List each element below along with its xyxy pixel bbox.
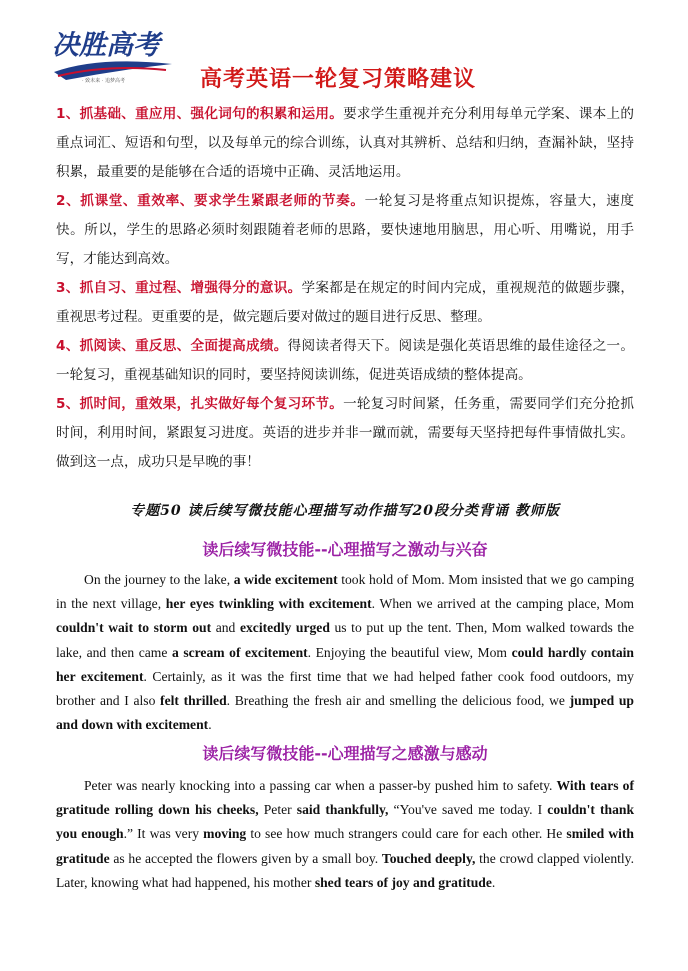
subject-line: 专题50 读后续写微技能心理描写动作描写20段分类背诵 教师版 bbox=[130, 503, 560, 519]
text-run: . Certainly, as it was the first time that we had helped father cook food outdoors, my brother and I also bbox=[56, 668, 634, 709]
text-run: us to put up the tent. Then, Mom walked towards the lake, and then came bbox=[56, 620, 634, 660]
page-title: 高考英语一轮复习策略建议 bbox=[200, 67, 477, 92]
key-phrase: a scream of excitement bbox=[171, 644, 308, 660]
tip-item bbox=[56, 187, 634, 274]
text-run: and bbox=[211, 620, 240, 636]
tip-item bbox=[56, 390, 634, 477]
tip-body: 一轮复习时间紧，任务重，需要同学们充分抢抓时间，利用时间，紧跟复习进度。英语的进步并非一蹴而就，需要每天坚持把每件事情做扎实。做到这一点，成功只是早晚的事！ bbox=[56, 396, 634, 470]
key-phrase: couldn't wait to storm out bbox=[56, 620, 212, 636]
logo-graphic bbox=[48, 20, 178, 84]
tip-item bbox=[56, 274, 634, 332]
logo bbox=[48, 20, 178, 84]
text-run: as he accepted the flowers given by a small boy. bbox=[109, 850, 382, 866]
text-run: . Enjoying the beautiful view, Mom bbox=[307, 644, 512, 660]
logo-text: 决胜高考 bbox=[52, 30, 160, 61]
tips-list bbox=[56, 100, 634, 477]
tip-highlight: 2、抓课堂、重效率、要求学生紧跟老师的节奏。 bbox=[56, 193, 365, 209]
text-run: Peter was nearly knocking into a passing car when a passer-by pushed him to safety. bbox=[84, 778, 557, 793]
text-run: . Breathing the fresh air and smelling the delicious food, we bbox=[226, 693, 570, 709]
logo-small-text: · 致未来 · 追梦高考 bbox=[82, 78, 125, 84]
section-title-gratitude: 读后续写微技能--心理描写之感激与感动 bbox=[202, 744, 488, 763]
key-phrase: moving bbox=[203, 826, 247, 842]
text-run: . bbox=[208, 717, 212, 733]
text-run: “You've saved me today. I bbox=[388, 802, 548, 818]
section-body-excitement bbox=[56, 568, 634, 737]
section-body-gratitude bbox=[56, 774, 634, 895]
text-run: the crowd clapped violently. Later, knowing what had happened, his mother bbox=[56, 850, 634, 890]
key-phrase: could hardly contain her excitement bbox=[56, 644, 634, 684]
text-run: Peter bbox=[258, 802, 297, 818]
tip-body: 学案都是在规定的时间内完成，重视规范的做题步骤，重视思考过程。更重要的是，做完题后要对做过的题目进行反思、整理。 bbox=[56, 280, 634, 325]
tip-highlight: 5、抓时间，重效果，扎实做好每个复习环节。 bbox=[56, 396, 344, 412]
key-phrase: shed tears of joy and gratitude bbox=[314, 874, 492, 890]
key-phrase: smiled with gratitude bbox=[56, 826, 634, 866]
key-phrase: said thankfully, bbox=[296, 802, 389, 818]
key-phrase: couldn't thank you enough bbox=[56, 802, 635, 842]
text-run: On the journey to the lake, bbox=[84, 572, 234, 587]
tip-body: 得阅读者得天下。阅读是强化英语思维的最佳途径之一。一轮复习，重视基础知识的同时，要坚持阅读训练，促进英语成绩的整体提高。 bbox=[56, 338, 635, 383]
key-phrase: her eyes twinkling with excitement bbox=[165, 596, 372, 612]
text-run: took hold of Mom. Mom insisted that we go camping in the next village, bbox=[56, 572, 634, 612]
key-phrase: jumped up and down with excitement bbox=[56, 693, 634, 733]
key-phrase: excitedly urged bbox=[239, 620, 330, 636]
key-phrase: Touched deeply, bbox=[381, 850, 476, 866]
key-phrase: a wide excitement bbox=[233, 572, 338, 587]
text-run: .” It was very bbox=[123, 826, 204, 842]
tip-highlight: 4、抓阅读、重反思、全面提高成绩。 bbox=[56, 338, 288, 354]
tip-body: 一轮复习是将重点知识提炼，容量大，速度快。所以，学生的思路必须时刻跟随着老师的思路，要快速地用脑思，用心听、用嘴说，用手写，才能达到高效。 bbox=[56, 193, 634, 267]
key-phrase: With tears of gratitude rolling down his cheeks, bbox=[56, 778, 634, 818]
tip-highlight: 1、抓基础、重应用、强化词句的积累和运用。 bbox=[56, 106, 344, 122]
text-run: . bbox=[491, 874, 496, 890]
key-phrase: felt thrilled bbox=[160, 693, 227, 709]
tip-highlight: 3、抓自习、重过程、增强得分的意识。 bbox=[56, 280, 302, 296]
text-run: to see how much strangers could care for each other. He bbox=[246, 826, 567, 842]
tip-body: 要求学生重视并充分利用每单元学案、课本上的重点词汇、短语和句型，以及每单元的综合训练，认真对其辨析、总结和归纳，查漏补缺，坚持积累，最重要的是能够在合适的语境中正确、灵活地运用。 bbox=[56, 106, 634, 180]
tip-item bbox=[56, 100, 634, 187]
tip-item bbox=[56, 332, 634, 390]
section-title-excitement: 读后续写微技能--心理描写之激动与兴奋 bbox=[202, 540, 488, 559]
text-run: . When we arrived at the camping place, Mom bbox=[371, 596, 634, 612]
